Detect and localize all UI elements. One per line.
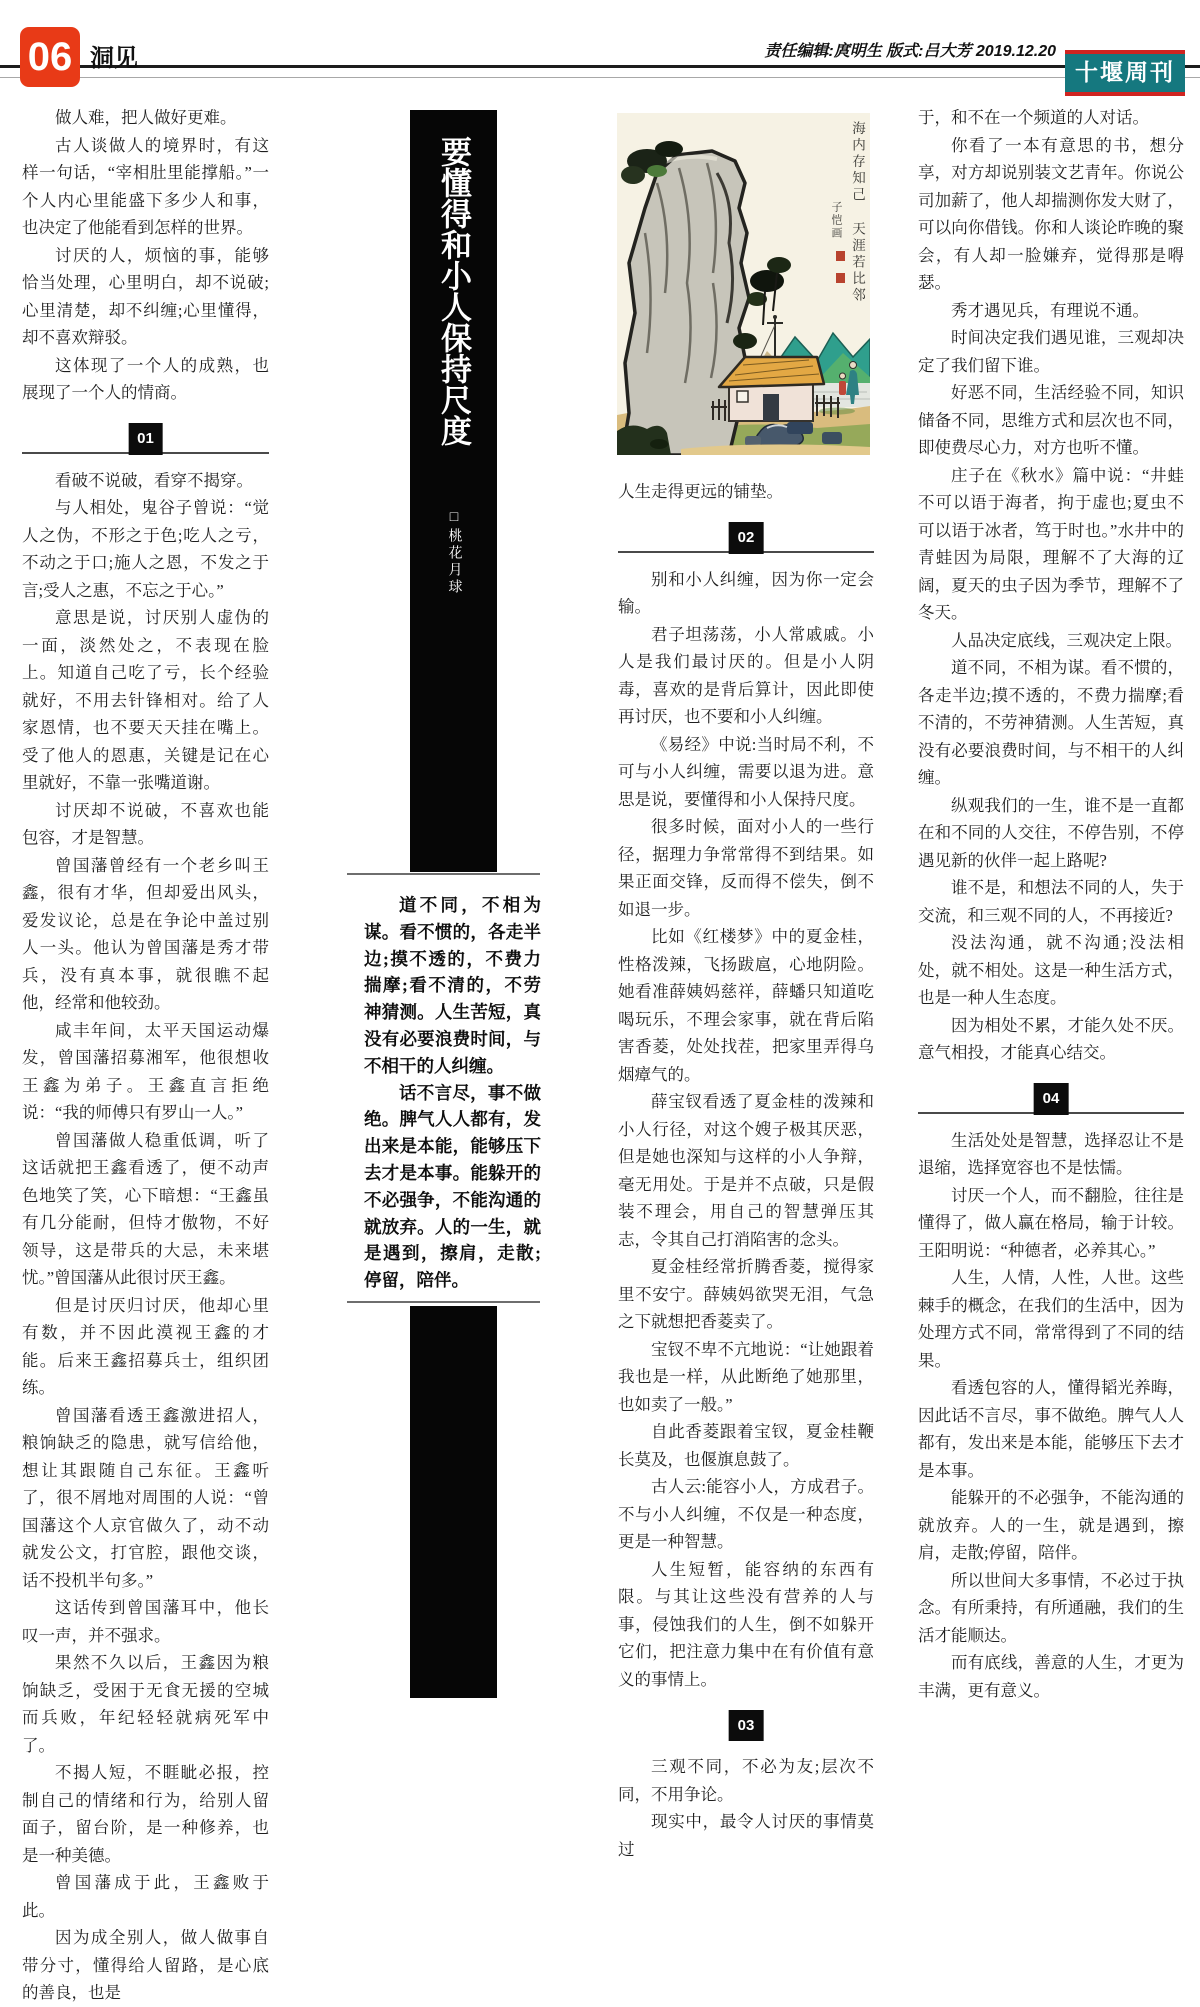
section-number-badge: 03 <box>729 1710 764 1742</box>
article-title: 要懂得和小人保持尺度 <box>436 136 471 446</box>
paragraph: 于，和不在一个频道的人对话。 <box>918 108 1149 127</box>
paragraph: 但是讨厌归讨厌，他却心里有数，并不因此漠视王鑫的才能。后来王鑫招募兵士，组织团练。 <box>22 1295 269 1397</box>
paragraph: 古人云:能容小人，方成君子。不与小人纠缠，不仅是一种态度，更是一种智慧。 <box>618 1477 874 1551</box>
paragraph: 很多时候，面对小人的一些行径，据理力争常常得不到结果。如果正面交锋，反而得不偿失，倒不如退一步。 <box>618 817 874 919</box>
section-title: 洞见 <box>90 45 138 72</box>
seal-icon <box>836 273 845 283</box>
paragraph: 秀才遇见兵，有理说不通。 <box>951 300 1149 320</box>
paragraph: 话不言尽，事不做绝。脾气人人都有，发出来是本能，能够压下去才是本事。能躲开的不必强争，不能沟通的就放弃。人的一生，就是遇到，擦肩，走散;停留，陪伴。 <box>364 1082 541 1291</box>
paragraph: 讨厌却不说破，不喜欢也能包容，才是智慧。 <box>22 800 269 847</box>
section-divider <box>918 1073 1184 1119</box>
paragraph: 薛宝钗看透了夏金桂的泼辣和小人行径，对这个嫂子极其厌恶，但是她也深知与这样的小人争辩，毫无用处。于是并不点破，只是假装不理会，用自己的智慧弹压其志，令其自己打消陷害的念头。 <box>618 1092 874 1249</box>
paragraph: 纵观我们的一生，谁不是一直都在和不同的人交往，不停告别，不停遇见新的伙伴一起上路呢? <box>918 795 1184 870</box>
paragraph: 自此香菱跟着宝钗，夏金桂鞭长莫及，也偃旗息鼓了。 <box>618 1422 874 1469</box>
text-column-3 <box>618 478 874 1863</box>
section-number-badge: 02 <box>729 522 764 554</box>
editor-credit: 责任编辑:庹明生 版式:吕大芳 2019.12.20 <box>764 43 1056 60</box>
paragraph: 君子坦荡荡，小人常戚戚。小人是我们最讨厌的。但是小人阴毒，喜欢的是背后算计，因此即使再讨厌，也不要和小人纠缠。 <box>618 624 874 726</box>
paragraph: 现实中，最令人讨厌的事情莫过 <box>618 1812 874 1859</box>
paragraph: 比如《红楼梦》中的夏金桂，性格泼辣，飞扬跋扈，心地阴险。她看准薛姨妈慈祥，薛蟠只知道吃喝玩乐，不理会家事，就在背后陷害香菱，处处找茬，把家里弄得乌烟瘴气的。 <box>618 927 874 1084</box>
paragraph: 而有底线，善意的人生，才更为丰满，更有意义。 <box>918 1653 1184 1700</box>
paragraph: 果然不久以后，王鑫因为粮饷缺乏，受困于无食无援的空城而兵败，年纪轻轻就病死军中了。 <box>22 1653 269 1755</box>
paragraph: 看透包容的人，懂得韬光养晦，因此话不言尽，事不做绝。脾气人人都有，发出来是本能，能够压下去才是本事。 <box>918 1378 1184 1480</box>
paragraph: 因为成全别人，做人做事自带分寸，懂得给人留路，是心底的善良，也是 <box>22 1928 269 2002</box>
page-number-badge: 06 <box>20 27 80 87</box>
paragraph: 曾国藩成于此，王鑫败于此。 <box>22 1873 269 1920</box>
paragraph: 意思是说，讨厌别人虚伪的一面，淡然处之，不表现在脸上。知道自己吃了亏，长个经验就好，不用去针锋相对。给了人家恩情，也不要天天挂在嘴上。受了他人的恩惠，关键是记在心里就好，不靠一张嘴道谢。 <box>22 608 269 792</box>
paragraph: 人生短暂，能容纳的东西有限。与其让这些没有营养的人与事，侵蚀我们的人生，倒不如躲开它们，把注意力集中在有价值有意义的事情上。 <box>618 1559 874 1689</box>
landscape-painting <box>617 113 870 455</box>
seal-icon <box>836 251 845 261</box>
paragraph: 好恶不同，生活经验不同，知识储备不同，思维方式和层次也不同，即使费尽心力，对方也听不懂。 <box>918 383 1184 457</box>
section-divider <box>618 512 874 558</box>
paragraph: 人生走得更远的铺垫。 <box>618 482 783 501</box>
paragraph: 咸丰年间，太平天国运动爆发，曾国藩招募湘军，他很想收王鑫为弟子。王鑫直言拒绝说：“我的师傅只有罗山一人。” <box>22 1020 269 1122</box>
paragraph: 这话传到曾国藩耳中，他长叹一声，并不强求。 <box>22 1598 269 1645</box>
paragraph: 道不同，不相为谋。看不惯的，各走半边;摸不透的，不费力揣摩;看不清的，不劳神猜测。人生苦短，真没有必要浪费时间，与不相干的人纠缠。 <box>364 895 541 1076</box>
paragraph: 谁不是，和想法不同的人，失于交流，和三观不同的人，不再接近? <box>918 878 1184 925</box>
paragraph: 人品决定底线，三观决定上限。 <box>951 630 1182 650</box>
article-title-bar <box>410 110 497 872</box>
paragraph: 宝钗不卑不亢地说：“让她跟着我也是一样，从此断绝了她那里，也如卖了一般。” <box>618 1339 874 1414</box>
header-rule-dark <box>0 65 1200 68</box>
paragraph: 不揭人短，不睚眦必报，控制自己的情绪和行为，给别人留面子，留台阶，是一种修养，也是一种美德。 <box>22 1763 269 1865</box>
paragraph: 人生，人情，人性，人世。这些棘手的概念，在我们的生活中，因为处理方式不同，常常得到了不同的结果。 <box>918 1268 1184 1370</box>
paragraph: 你看了一本有意思的书，想分享，对方却说别装文艺青年。你说公司加薪了，他人却揣测你发大财了，可以向你借钱。你和人谈论昨晚的聚会，有人却一脸嫌弃，觉得那是嘚瑟。 <box>918 135 1184 292</box>
paragraph: 曾国藩做人稳重低调，听了这话就把王鑫看透了，便不动声色地笑了笑，心下暗想：“王鑫虽有几分能耐，但恃才傲物，不好领导，这是带兵的大忌，未来堪忧。”曾国藩从此很讨厌王鑫。 <box>22 1130 269 1287</box>
paragraph: 别和小人纠缠，因为你一定会输。 <box>618 569 874 616</box>
paragraph: 因为相处不累，才能久处不厌。意气相投，才能真心结交。 <box>918 1015 1184 1062</box>
divider-rule-bottom <box>347 1301 540 1303</box>
paragraph: 没法沟通，就不沟通;没法相处，就不相处。这是一种生活方式，也是一种人生态度。 <box>918 933 1184 1007</box>
paragraph: 道不同，不相为谋。看不惯的，各走半边;摸不透的，不费力揣摩;看不清的，不劳神猜测。人生苦短，真没有必要浪费时间，与不相干的人纠缠。 <box>918 658 1184 787</box>
divider-rule-top <box>347 873 540 875</box>
paragraph: 能躲开的不必强争，不能沟通的就放弃。人的一生，就是遇到，擦肩，走散;停留，陪伴。 <box>918 1488 1184 1562</box>
paragraph: 夏金桂经常折腾香菱，搅得家里不安宁。薛姨妈欲哭无泪，气急之下就想把香菱卖了。 <box>618 1257 874 1331</box>
paragraph: 做人难，把人做好更难。 <box>55 108 237 127</box>
pull-quote <box>364 892 541 1294</box>
section-number-badge: 04 <box>1034 1083 1069 1115</box>
paragraph: 与人相处，鬼谷子曾说：“觉人之伪，不形之于色;吃人之亏，不动之于口;施人之恩，不发之于言;受人之惠，不忘之于心。” <box>22 498 269 600</box>
paragraph: 看破不说破，看穿不揭穿。 <box>55 470 253 490</box>
paragraph: 古人谈做人的境界时，有这样一句话，“宰相肚里能撑船。”一个人内心里能盛下多少人和事，也决定了他能看到怎样的世界。 <box>22 135 269 237</box>
text-column-4 <box>918 104 1184 1704</box>
paragraph: 所以世间大多事情，不必过于执念。有所秉持，有所通融，我们的生活才能顺达。 <box>918 1570 1184 1645</box>
paragraph: 《易经》中说:当时局不利，不可与小人纠缠，需要以退为进。意思是说，要懂得和小人保持尺度。 <box>618 734 874 809</box>
paragraph: 曾国藩看透王鑫激进招人，粮饷缺乏的隐患，就写信给他，想让其跟随自己东征。王鑫听了，很不屑地对周围的人说：“曾国藩这个人京官做久了，动不动就发公文，打官腔，跟他交谈，话不投机半句多。” <box>22 1405 269 1590</box>
painting-inscription: 海内存知己 天涯若比邻 <box>850 121 865 304</box>
paragraph: 曾国藩曾经有一个老乡叫王鑫，很有才华，但却爱出风头，爱发议论，总是在争论中盖过别人一头。他认为曾国藩是秀才带兵，没有真本事，就很瞧不起他，经常和他较劲。 <box>22 855 269 1012</box>
paragraph: 三观不同，不必为友;层次不同，不用争论。 <box>618 1757 874 1804</box>
text-column-1 <box>22 104 269 2007</box>
masthead: 十堰周刊 <box>1065 50 1185 96</box>
paragraph: 讨厌一个人，而不翻脸，往往是懂得了，做人赢在格局，输于计较。王阳明说：“种德者，必养其心。” <box>918 1185 1184 1260</box>
painting-signature: 子恺画 <box>830 201 842 240</box>
section-number-badge: 01 <box>128 423 163 455</box>
header-rule-light <box>0 77 1200 78</box>
article-author: □桃花月球 <box>446 510 462 596</box>
paragraph: 这体现了一个人的成熟，也展现了一个人的情商。 <box>22 355 269 402</box>
paragraph: 讨厌的人，烦恼的事，能够恰当处理，心里明白，却不说破;心里清楚，却不纠缠;心里懂得，却不喜欢辩驳。 <box>22 245 269 347</box>
paragraph: 生活处处是智慧，选择忍让不是退缩，选择宽容也不是怯懦。 <box>918 1130 1184 1177</box>
section-divider <box>22 413 269 459</box>
paragraph: 时间决定我们遇见谁，三观却决定了我们留下谁。 <box>918 328 1184 375</box>
paragraph: 庄子在《秋水》篇中说：“井蛙不可以语于海者，拘于虚也;夏虫不可以语于冰者，笃于时也。”水井中的青蛙因为局限，理解不了大海的辽阔，夏天的虫子因为季节，理解不了冬天。 <box>918 465 1184 622</box>
article-title-bar-lower <box>410 1306 497 1698</box>
landscape-painting-art <box>617 113 870 455</box>
section-divider <box>618 1699 874 1745</box>
